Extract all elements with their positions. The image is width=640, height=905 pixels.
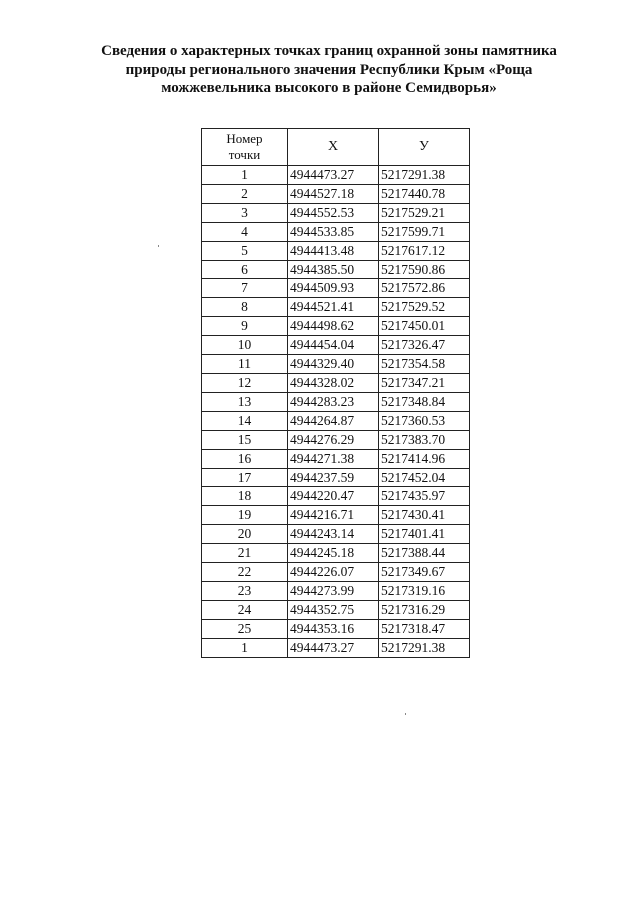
y-coordinate-cell: 5217599.71 [379, 222, 470, 241]
y-coordinate-cell: 5217318.47 [379, 619, 470, 638]
point-number-cell: 25 [202, 619, 288, 638]
point-number-cell: 18 [202, 487, 288, 506]
table-row [202, 373, 470, 392]
y-coordinate-cell: 5217529.52 [379, 298, 470, 317]
point-number-cell: 22 [202, 563, 288, 582]
x-coordinate-cell: 4944509.93 [288, 279, 379, 298]
x-coordinate-cell: 4944527.18 [288, 184, 379, 203]
table-row [202, 317, 470, 336]
table-row [202, 241, 470, 260]
y-coordinate-cell: 5217349.67 [379, 563, 470, 582]
table-header-row [202, 129, 470, 166]
table-row [202, 449, 470, 468]
y-coordinate-cell: 5217316.29 [379, 600, 470, 619]
y-coordinate-cell: 5217326.47 [379, 336, 470, 355]
point-number-cell: 13 [202, 392, 288, 411]
point-number-cell: 24 [202, 600, 288, 619]
x-coordinate-cell: 4944413.48 [288, 241, 379, 260]
point-number-cell: 2 [202, 184, 288, 203]
x-coordinate-cell: 4944220.47 [288, 487, 379, 506]
y-coordinate-cell: 5217590.86 [379, 260, 470, 279]
table-row [202, 411, 470, 430]
point-number-cell: 7 [202, 279, 288, 298]
x-coordinate-cell: 4944521.41 [288, 298, 379, 317]
x-coordinate-cell: 4944237.59 [288, 468, 379, 487]
table-row [202, 392, 470, 411]
table-row [202, 581, 470, 600]
x-coordinate-cell: 4944385.50 [288, 260, 379, 279]
y-coordinate-cell: 5217360.53 [379, 411, 470, 430]
y-coordinate-cell: 5217430.41 [379, 506, 470, 525]
x-coordinate-cell: 4944454.04 [288, 336, 379, 355]
header-num-line1: Номер [226, 131, 263, 146]
table-row [202, 222, 470, 241]
point-number-cell: 1 [202, 638, 288, 657]
title-line: Сведения о характерных точках границ охранной зоны памятника [101, 43, 557, 59]
x-coordinate-cell: 4944473.27 [288, 166, 379, 185]
y-coordinate-cell: 5217354.58 [379, 355, 470, 374]
x-coordinate-cell: 4944533.85 [288, 222, 379, 241]
title-line: можжевельника высокого в районе Семидворья» [161, 80, 497, 96]
y-coordinate-cell: 5217383.70 [379, 430, 470, 449]
scan-speck [405, 713, 406, 715]
y-coordinate-cell: 5217291.38 [379, 638, 470, 657]
table-row [202, 279, 470, 298]
point-number-cell: 21 [202, 544, 288, 563]
y-coordinate-cell: 5217414.96 [379, 449, 470, 468]
point-number-cell: 6 [202, 260, 288, 279]
table-row [202, 468, 470, 487]
y-coordinate-cell: 5217452.04 [379, 468, 470, 487]
y-coordinate-cell: 5217388.44 [379, 544, 470, 563]
table-row [202, 203, 470, 222]
point-number-cell: 10 [202, 336, 288, 355]
y-coordinate-cell: 5217291.38 [379, 166, 470, 185]
x-coordinate-cell: 4944283.23 [288, 392, 379, 411]
table-row [202, 336, 470, 355]
x-coordinate-cell: 4944498.62 [288, 317, 379, 336]
table-row [202, 600, 470, 619]
table-body [202, 166, 470, 658]
x-coordinate-cell: 4944243.14 [288, 525, 379, 544]
x-coordinate-cell: 4944353.16 [288, 619, 379, 638]
table-row [202, 166, 470, 185]
table-row [202, 355, 470, 374]
y-coordinate-cell: 5217319.16 [379, 581, 470, 600]
table-row [202, 544, 470, 563]
point-number-cell: 11 [202, 355, 288, 374]
x-coordinate-cell: 4944245.18 [288, 544, 379, 563]
y-coordinate-cell: 5217617.12 [379, 241, 470, 260]
point-number-cell: 19 [202, 506, 288, 525]
x-coordinate-cell: 4944329.40 [288, 355, 379, 374]
table-row [202, 298, 470, 317]
title-line: природы регионального значения Республики Крым «Роща [125, 61, 533, 78]
y-coordinate-cell: 5217435.97 [379, 487, 470, 506]
point-number-cell: 12 [202, 373, 288, 392]
header-x: X [288, 129, 379, 166]
point-number-cell: 16 [202, 449, 288, 468]
point-number-cell: 14 [202, 411, 288, 430]
header-y: У [379, 129, 470, 166]
point-number-cell: 8 [202, 298, 288, 317]
table-row [202, 638, 470, 657]
y-coordinate-cell: 5217401.41 [379, 525, 470, 544]
table-row [202, 563, 470, 582]
y-coordinate-cell: 5217450.01 [379, 317, 470, 336]
x-coordinate-cell: 4944264.87 [288, 411, 379, 430]
point-number-cell: 9 [202, 317, 288, 336]
x-coordinate-cell: 4944552.53 [288, 203, 379, 222]
table-row [202, 525, 470, 544]
y-coordinate-cell: 5217440.78 [379, 184, 470, 203]
point-number-cell: 20 [202, 525, 288, 544]
point-number-cell: 3 [202, 203, 288, 222]
document-title [90, 42, 568, 98]
x-coordinate-cell: 4944216.71 [288, 506, 379, 525]
point-number-cell: 1 [202, 166, 288, 185]
scan-speck [158, 245, 159, 247]
x-coordinate-cell: 4944271.38 [288, 449, 379, 468]
x-coordinate-cell: 4944328.02 [288, 373, 379, 392]
y-coordinate-cell: 5217529.21 [379, 203, 470, 222]
point-number-cell: 17 [202, 468, 288, 487]
point-number-cell: 23 [202, 581, 288, 600]
coordinates-table [201, 128, 470, 658]
point-number-cell: 5 [202, 241, 288, 260]
x-coordinate-cell: 4944226.07 [288, 563, 379, 582]
table-row [202, 184, 470, 203]
x-coordinate-cell: 4944352.75 [288, 600, 379, 619]
x-coordinate-cell: 4944473.27 [288, 638, 379, 657]
y-coordinate-cell: 5217572.86 [379, 279, 470, 298]
header-point-number [202, 129, 288, 166]
table-row [202, 260, 470, 279]
table-row [202, 619, 470, 638]
table-row [202, 430, 470, 449]
table-row [202, 487, 470, 506]
y-coordinate-cell: 5217347.21 [379, 373, 470, 392]
table-row [202, 506, 470, 525]
point-number-cell: 15 [202, 430, 288, 449]
point-number-cell: 4 [202, 222, 288, 241]
x-coordinate-cell: 4944276.29 [288, 430, 379, 449]
y-coordinate-cell: 5217348.84 [379, 392, 470, 411]
header-num-line2: точки [228, 147, 261, 162]
x-coordinate-cell: 4944273.99 [288, 581, 379, 600]
